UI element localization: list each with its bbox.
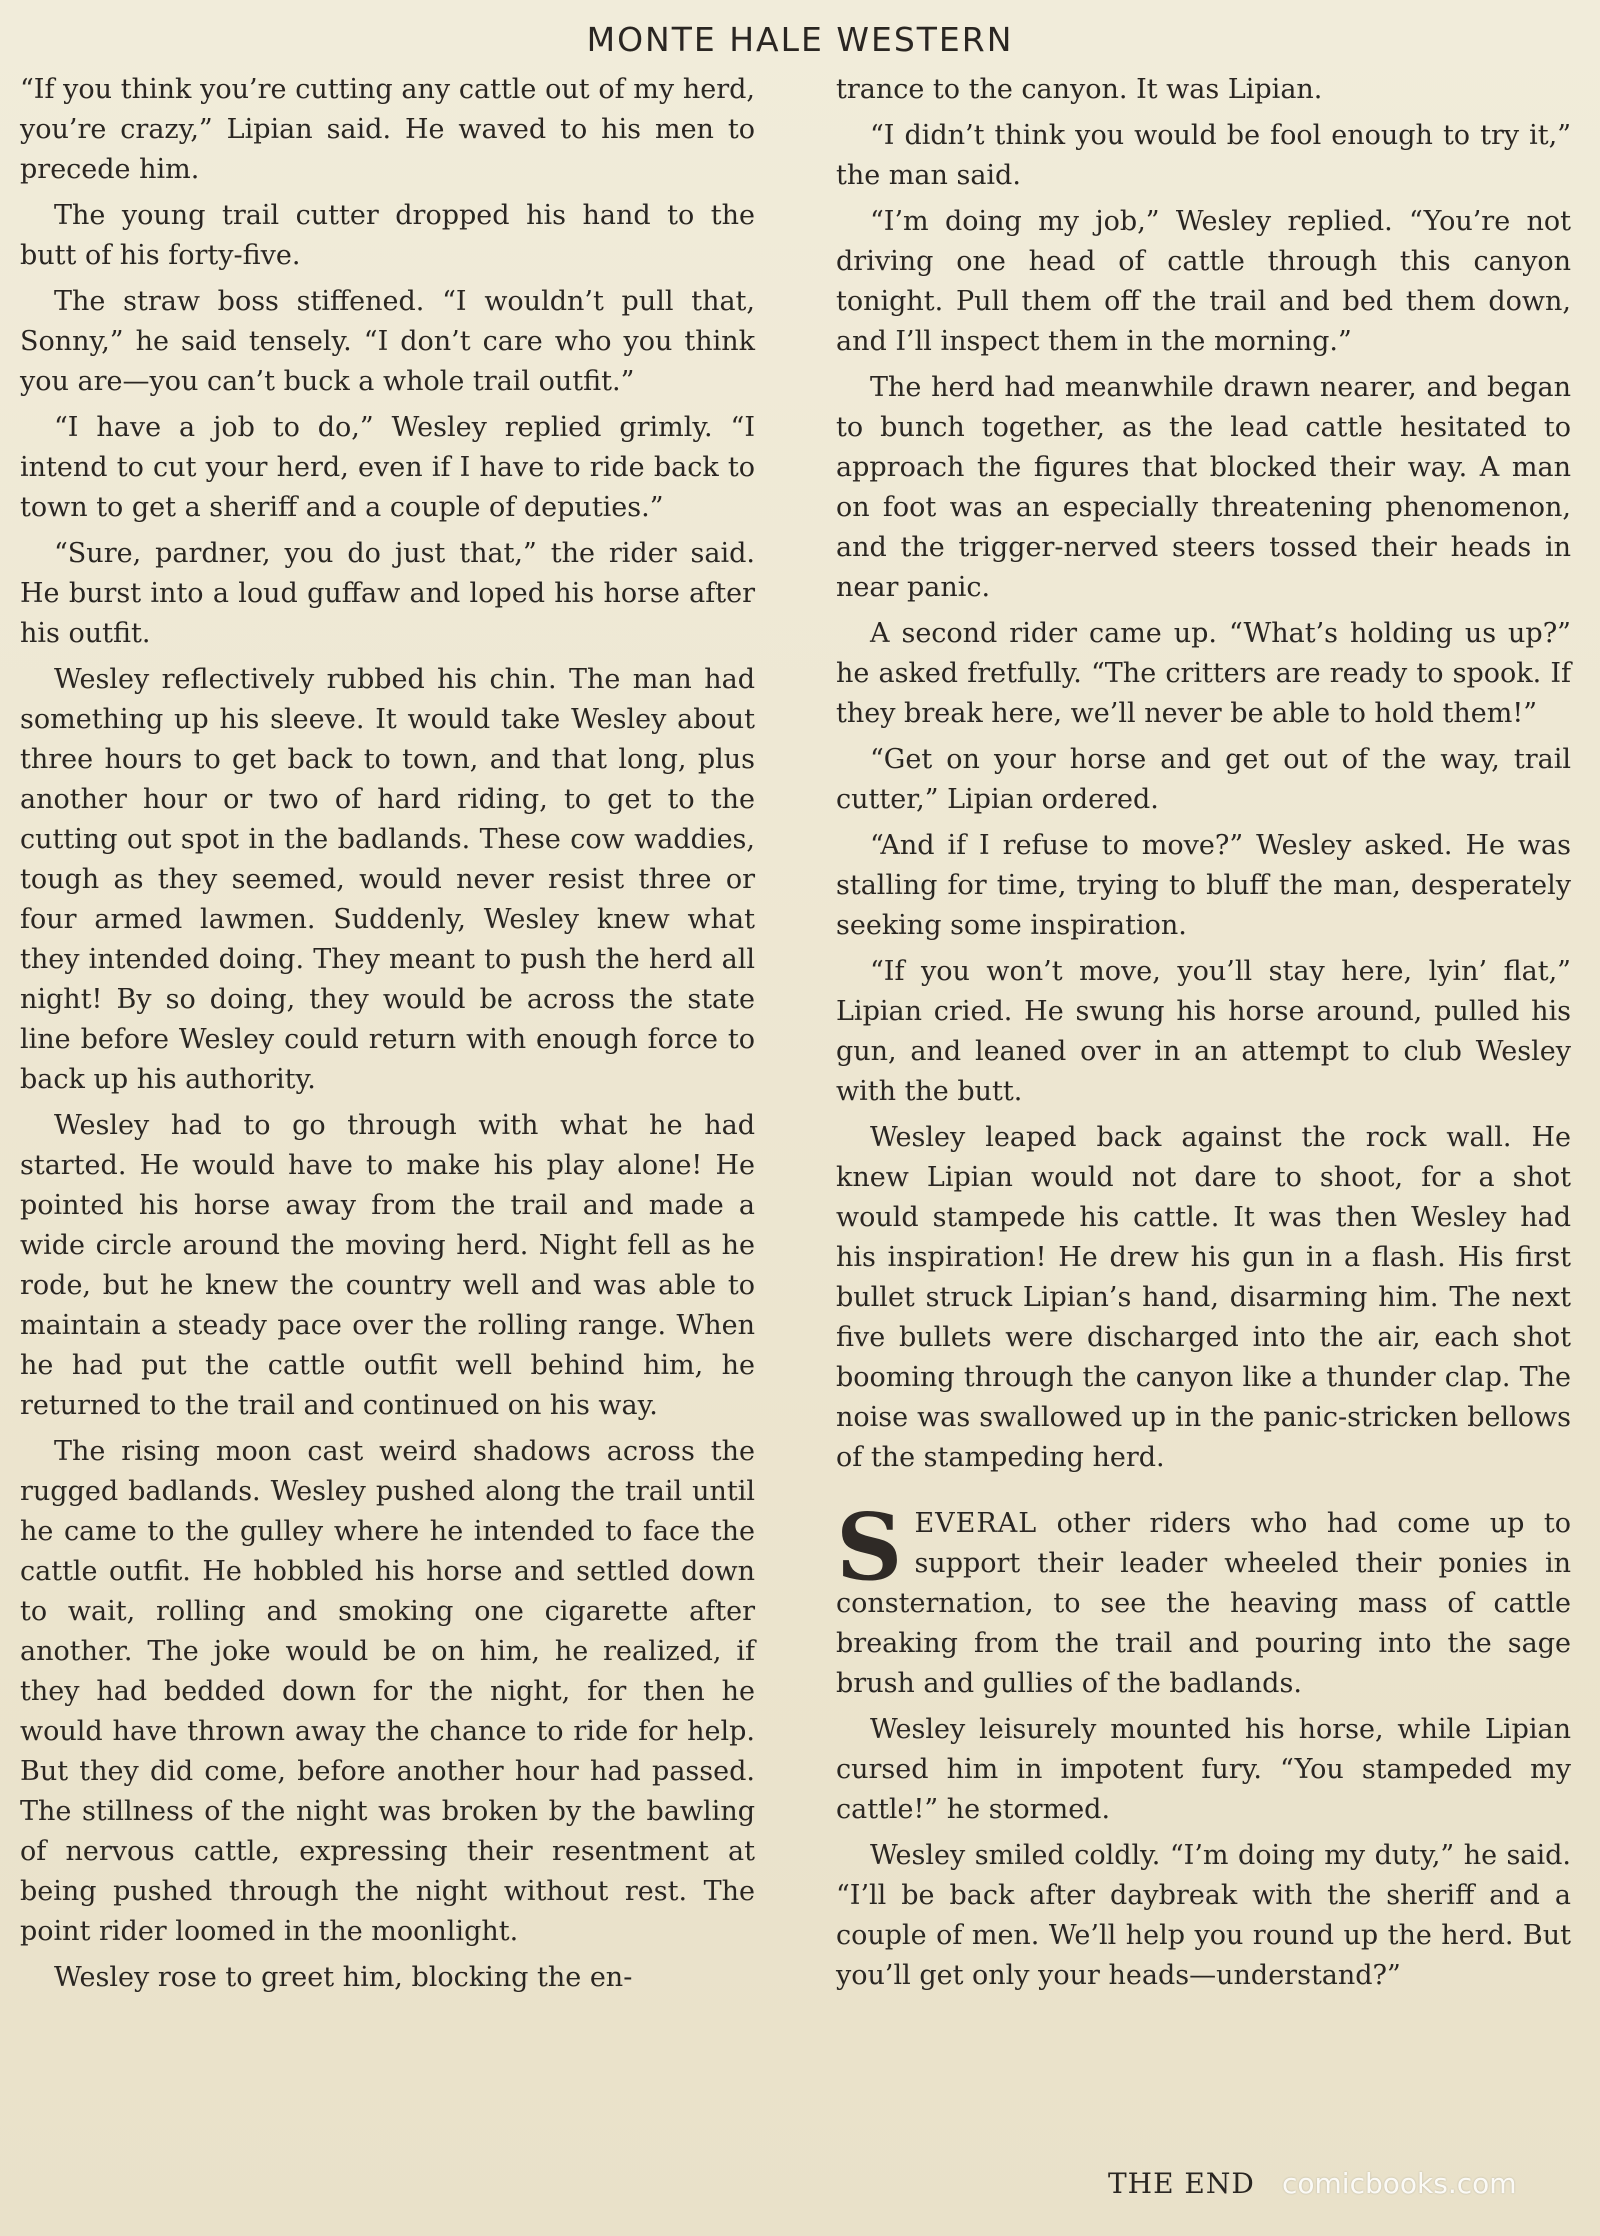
drop-cap-letter: S (836, 1493, 903, 1601)
right-text-column (836, 70, 1571, 2002)
paragraph: The young trail cutter dropped his hand to the butt of his forty-five. (20, 200, 755, 271)
the-end-label: THE END (1108, 2167, 1255, 2200)
paragraph: trance to the canyon. It was Lipian. (836, 74, 1323, 105)
paragraph: “I have a job to do,” Wesley replied grimly. “I intend to cut your herd, even if I have to ride back to town to get a sheriff and a couple of deputies.” (20, 412, 755, 523)
paragraph: Wesley reflectively rubbed his chin. The man had something up his sleeve. It would take Wesley about three hours to get back to town, and that long, plus another hour or two of hard riding, to get to the cutting out spot in the badlands. These cow waddies, tough as they seemed, would never resist three or four armed lawmen. Suddenly, Wesley knew what they intended doing. They meant to push the herd all night! By so doing, they would be across the state line before Wesley could return with enough force to back up his authority. (20, 664, 755, 1095)
paragraph: “And if I refuse to move?” Wesley asked. He was stalling for time, trying to bluff the man, desperately seeking some inspiration. (836, 830, 1571, 941)
paragraph: Wesley smiled coldly. “I’m doing my duty,” he said. “I’ll be back after daybreak with the sheriff and a couple of men. We’ll help you round up the herd. But you’ll get only your heads—understand?” (836, 1840, 1571, 1991)
section-opening-text: other riders who had come up to support their leader wheeled their ponies in consternation, to see the heaving mass of cattle breaking from the trail and pouring into the sage brush and gullies of the badlands. (836, 1508, 1571, 1699)
paragraph: Wesley leisurely mounted his horse, while Lipian cursed him in impotent fury. “You stampeded my cattle!” he stormed. (836, 1714, 1571, 1825)
paragraph: “If you won’t move, you’ll stay here, lyin’ flat,” Lipian cried. He swung his horse around, pulled his gun, and leaned over in an attempt to club Wesley with the butt. (836, 956, 1571, 1107)
paragraph: Wesley had to go through with what he had started. He would have to make his play alone! He pointed his horse away from the trail and made a wide circle around the moving herd. Night fell as he rode, but he knew the country well and was able to maintain a steady pace over the rolling range. When he had put the cattle outfit well behind him, he returned to the trail and continued on his way. (20, 1110, 755, 1421)
paragraph: Wesley rose to greet him, blocking the en- (54, 1962, 633, 1993)
paragraph: Wesley leaped back against the rock wall. He knew Lipian would not dare to shoot, for a shot would stampede his cattle. It was then Wesley had his inspiration! He drew his gun in a flash. His first bullet struck Lipian’s hand, disarming him. The next five bullets were discharged into the air, each shot booming through the canyon like a thunder clap. The noise was swallowed up in the panic-stricken bellows of the stampeding herd. (836, 1122, 1571, 1473)
section-opening-paragraph (836, 1493, 1571, 1704)
paragraph: A second rider came up. “What’s holding us up?” he asked fretfully. “The critters are ready to spook. If they break here, we’ll never be able to hold them!” (836, 618, 1571, 729)
paragraph: The rising moon cast weird shadows across the rugged badlands. Wesley pushed along the trail until he came to the gulley where he intended to face the cattle outfit. He hobbled his horse and settled down to wait, rolling and smoking one cigarette after another. The joke would be on him, he realized, if they had bedded down for the night, for then he would have thrown away the chance to ride for help. But they did come, before another hour had passed. The stillness of the night was broken by the bawling of nervous cattle, expressing their resentment at being pushed through the night without rest. The point rider loomed in the moonlight. (20, 1436, 755, 1947)
section-capital-word: EVERAL (914, 1508, 1038, 1539)
left-text-column (20, 70, 755, 2004)
paragraph: “I’m doing my job,” Wesley replied. “You’re not driving one head of cattle through this canyon tonight. Pull them off the trail and bed them down, and I’ll inspect them in the morning.” (836, 206, 1571, 357)
paragraph: “If you think you’re cutting any cattle out of my herd, you’re crazy,” Lipian said. He waved to his men to precede him. (20, 74, 755, 185)
paragraph: The straw boss stiffened. “I wouldn’t pull that, Sonny,” he said tensely. “I don’t care who you think you are—you can’t buck a whole trail outfit.” (20, 286, 755, 397)
paragraph: “Sure, pardner, you do just that,” the rider said. He burst into a loud guffaw and loped his horse after his outfit. (20, 538, 755, 649)
paragraph: “I didn’t think you would be fool enough to try it,” the man said. (836, 120, 1571, 191)
paragraph: The herd had meanwhile drawn nearer, and began to bunch together, as the lead cattle hesitated to approach the figures that blocked their way. A man on foot was an especially threatening phenomenon, and the trigger-nerved steers tossed their heads in near panic. (836, 372, 1571, 603)
page-header-title: MONTE HALE WESTERN (586, 20, 1014, 59)
watermark-text: comicbooks.com (1282, 2167, 1517, 2200)
paragraph: “Get on your horse and get out of the way, trail cutter,” Lipian ordered. (836, 744, 1571, 815)
